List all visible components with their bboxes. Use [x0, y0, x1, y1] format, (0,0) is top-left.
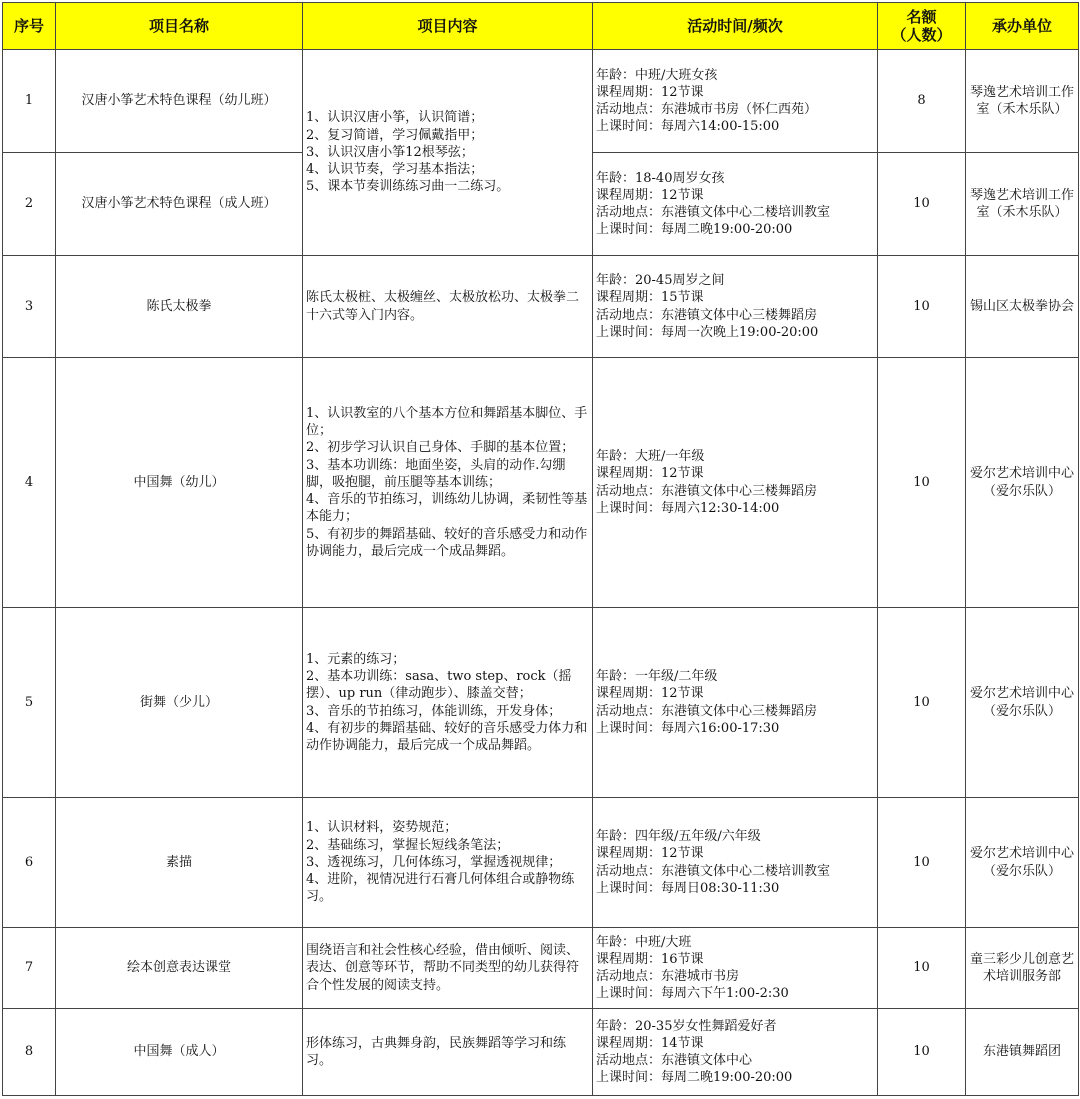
row-no: 5 [3, 608, 56, 798]
row-quota: 10 [878, 1009, 966, 1096]
row-schedule [593, 256, 878, 358]
row-location: 活动地点：东港城市书房（怀仁西苑） [596, 102, 818, 117]
row-age: 年龄：四年级/五年级/六年级 [596, 829, 761, 845]
row-name: 绘本创意表达课堂 [56, 928, 303, 1009]
row-location: 活动地点：东港镇文体中心三楼舞蹈房 [596, 307, 818, 323]
table-row [3, 358, 1079, 608]
header-content: 项目内容 [303, 3, 593, 50]
row-org: 爱尔艺术培训中心（爱尔乐队） [966, 798, 1079, 928]
row-content [303, 256, 593, 358]
row-location: 活动地点：东港镇文体中心二楼培训教室 [596, 863, 831, 879]
row-no: 3 [3, 256, 56, 358]
row-org: 爱尔艺术培训中心（爱尔乐队） [966, 358, 1079, 608]
row-content-text: 1、认识材料，姿势规范； 2、基础练习，掌握长短线条笔法； 3、透视练习，几何体练习，掌握透视规律； 4、进阶，视情况进行石膏几何体组合或静物练习。 [306, 820, 575, 905]
row-period: 课程周期：15节课 [596, 290, 704, 306]
row-name: 素描 [56, 798, 303, 928]
row-no: 2 [3, 153, 56, 256]
row-time: 上课时间：每周六12:30-14:00 [596, 500, 780, 516]
row-quota: 10 [878, 798, 966, 928]
row-location: 活动地点：东港城市书房 [596, 969, 740, 984]
row-name: 街舞（少儿） [56, 608, 303, 798]
row-content-text: 1、元素的练习； 2、基本功训练：sasa、two step、rock（摇摆）、up run（律动跑步）、膝盖交替； 3、音乐的节拍练习，体能训练，开发身体； 4、有初步的舞蹈基础、较好的音乐感受力体力和动作协调能力，最后完成一个成品舞蹈。 [306, 651, 588, 753]
row-location: 活动地点：东港镇文体中心 [596, 1053, 753, 1068]
row-org: 锡山区太极拳协会 [966, 256, 1079, 358]
row-name: 陈氏太极拳 [56, 256, 303, 358]
row-quota: 10 [878, 608, 966, 798]
table-row [3, 256, 1079, 358]
row-period: 课程周期：14节课 [596, 1035, 704, 1051]
row-no: 1 [3, 50, 56, 153]
row-no: 7 [3, 928, 56, 1009]
row-period: 课程周期：12节课 [596, 187, 704, 203]
row-schedule [593, 928, 878, 1009]
row-content [303, 798, 593, 928]
row-schedule [593, 1009, 878, 1096]
header-row [3, 3, 1079, 50]
row-quota: 10 [878, 358, 966, 608]
header-org: 承办单位 [966, 3, 1079, 50]
row-age: 年龄：20-45周岁之间 [596, 273, 725, 289]
row-org: 琴逸艺术培训工作室（禾木乐队） [966, 153, 1079, 256]
row-content [303, 50, 593, 256]
row-time: 上课时间：每周二晚19:00-20:00 [596, 222, 793, 238]
row-content-text: 陈氏太极桩、太极缠丝、太极放松功、太极拳二十六式等入门内容。 [306, 290, 580, 323]
row-name: 中国舞（幼儿） [56, 358, 303, 608]
row-location: 活动地点：东港镇文体中心二楼培训教室 [596, 205, 831, 220]
row-quota: 10 [878, 153, 966, 256]
row-content-text: 1、认识教室的八个基本方位和舞蹈基本脚位、手位； 2、初步学习认识自己身体、手脚的基本位置； 3、基本功训练：地面坐姿，头肩的动作.勾绷脚，吸抱腿，前压腿等基本训练； 4、音乐的节拍练习，训练幼儿协调，柔韧性等基本能力； 5、有初步的舞蹈基础、较好的音乐感受力和动作协调能力，最后完成一个成品舞蹈。 [306, 406, 588, 559]
row-org: 爱尔艺术培训中心（爱尔乐队） [966, 608, 1079, 798]
row-age: 年龄：大班/一年级 [596, 449, 705, 465]
course-table [2, 2, 1079, 1096]
row-name: 中国舞（成人） [56, 1009, 303, 1096]
header-no: 序号 [3, 3, 56, 50]
header-quota-line1: 名额 [906, 8, 937, 26]
row-time: 上课时间：每周二晚19:00-20:00 [596, 1070, 793, 1086]
row-content-text: 1、认识汉唐小筝，认识简谱； 2、复习简谱，学习佩戴指甲； 3、认识汉唐小筝12根琴弦； 4、认识节奏，学习基本指法； 5、课本节奏训练练习曲一二练习。 [306, 110, 510, 195]
row-content-text: 形体练习，古典舞身韵，民族舞蹈等学习和练习。 [306, 1035, 567, 1068]
table-row [3, 50, 1079, 153]
row-location: 活动地点：东港镇文体中心三楼舞蹈房 [596, 703, 818, 719]
row-time: 上课时间：每周六下午1:00-2:30 [596, 986, 789, 1002]
header-schedule: 活动时间/频次 [593, 3, 878, 50]
row-time: 上课时间：每周六16:00-17:30 [596, 720, 780, 736]
row-period: 课程周期：12节课 [596, 466, 704, 482]
row-quota: 8 [878, 50, 966, 153]
row-org: 东港镇舞蹈团 [966, 1009, 1079, 1096]
row-content [303, 608, 593, 798]
row-content [303, 928, 593, 1009]
row-age: 年龄：中班/大班 [596, 934, 692, 950]
table-row [3, 798, 1079, 928]
row-schedule [593, 358, 878, 608]
row-no: 8 [3, 1009, 56, 1096]
row-schedule [593, 50, 878, 153]
row-schedule [593, 798, 878, 928]
row-age: 年龄：18-40周岁女孩 [596, 170, 725, 186]
row-quota: 10 [878, 928, 966, 1009]
row-quota: 10 [878, 256, 966, 358]
header-quota-line2: （人数） [891, 26, 952, 44]
row-content-text: 围绕语言和社会性核心经验，借由倾听、阅读、表达、创意等环节，帮助不同类型的幼儿获得符合个性发展的阅读支持。 [306, 943, 580, 993]
row-age: 年龄：20-35岁女性舞蹈爱好者 [596, 1018, 777, 1034]
row-location: 活动地点：东港镇文体中心三楼舞蹈房 [596, 483, 818, 499]
row-name: 汉唐小筝艺术特色课程（成人班） [56, 153, 303, 256]
row-org: 琴逸艺术培训工作室（禾木乐队） [966, 50, 1079, 153]
table-row [3, 1009, 1079, 1096]
row-no: 4 [3, 358, 56, 608]
row-no: 6 [3, 798, 56, 928]
row-period: 课程周期：16节课 [596, 951, 704, 967]
row-age: 年龄：一年级/二年级 [596, 669, 718, 685]
row-content [303, 1009, 593, 1096]
row-time: 上课时间：每周日08:30-11:30 [596, 880, 780, 896]
row-period: 课程周期：12节课 [596, 846, 704, 862]
row-time: 上课时间：每周六14:00-15:00 [596, 119, 780, 135]
table-row [3, 608, 1079, 798]
row-name: 汉唐小筝艺术特色课程（幼儿班） [56, 50, 303, 153]
row-content [303, 358, 593, 608]
row-time: 上课时间：每周一次晚上19:00-20:00 [596, 324, 819, 340]
row-period: 课程周期：12节课 [596, 686, 704, 702]
row-age: 年龄：中班/大班女孩 [596, 67, 718, 83]
row-org: 童三彩少儿创意艺术培训服务部 [966, 928, 1079, 1009]
row-schedule [593, 153, 878, 256]
table-row [3, 928, 1079, 1009]
header-quota [878, 3, 966, 50]
row-period: 课程周期：12节课 [596, 84, 704, 100]
row-schedule [593, 608, 878, 798]
header-name: 项目名称 [56, 3, 303, 50]
